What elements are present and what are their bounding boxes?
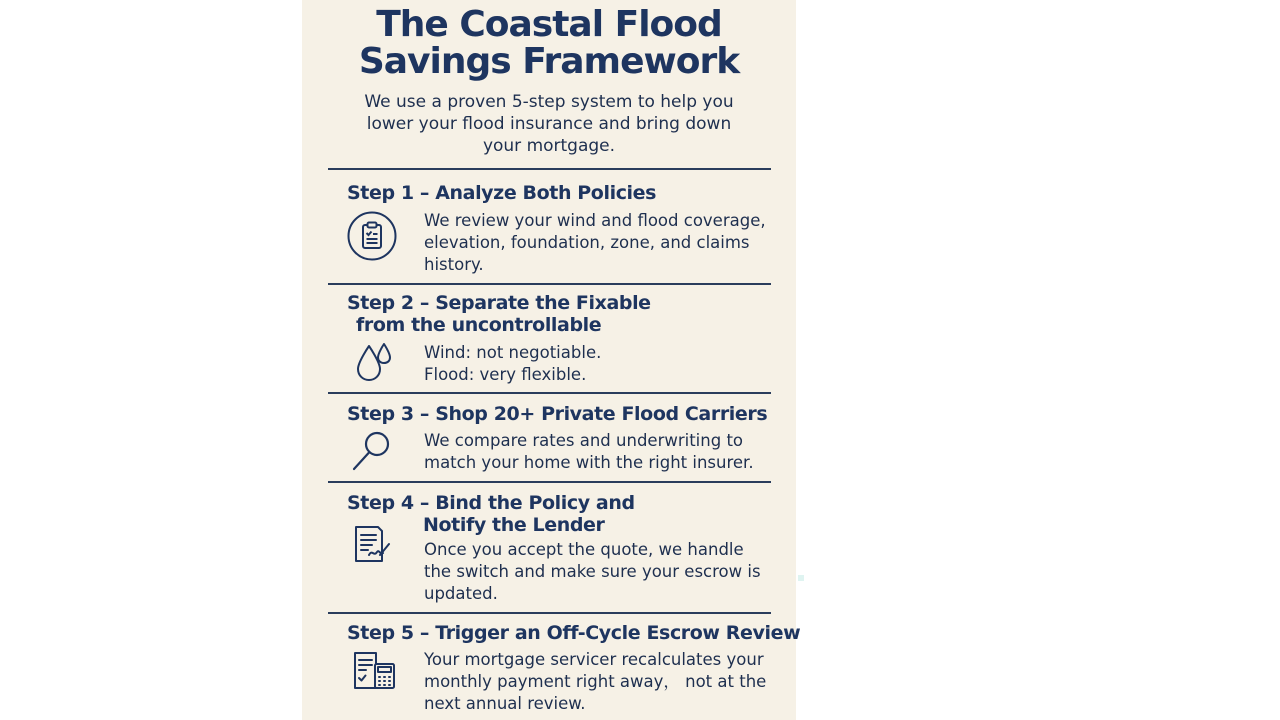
- magnifier-icon: [350, 430, 394, 472]
- calculator-document-icon: [352, 650, 398, 692]
- step-2-heading-line-2: from the uncontrollable: [356, 314, 602, 336]
- step-4-heading-line-2: Notify the Lender: [423, 514, 605, 536]
- intro-line-1: We use a proven 5-step system to help you: [364, 92, 734, 112]
- step-4-line-1: Once you accept the quote, we handle: [424, 540, 744, 559]
- step-1-description: [424, 210, 766, 276]
- step-1-line-2: elevation, foundation, zone, and claims: [424, 233, 750, 252]
- step-2-heading: [347, 292, 651, 336]
- intro-text: [342, 91, 756, 157]
- step-2-description: [424, 342, 601, 386]
- step-2-heading-line-1: Step 2 – Separate the Fixable: [347, 292, 651, 314]
- step-5-description: [424, 649, 766, 715]
- signed-document-icon: [352, 524, 394, 566]
- stray-mark: [798, 575, 804, 581]
- divider: [328, 392, 771, 394]
- step-3-description: [424, 430, 754, 474]
- step-1-line-3: history.: [424, 255, 484, 274]
- page-title: [302, 6, 796, 80]
- step-3-line-2: match your home with the right insurer.: [424, 453, 754, 472]
- step-4-line-2: the switch and make sure your escrow is: [424, 562, 761, 581]
- step-5-heading: Step 5 – Trigger an Off-Cycle Escrow Review: [347, 622, 801, 644]
- divider: [328, 612, 771, 614]
- step-4-description: [424, 539, 761, 605]
- step-5-line-3: next annual review.: [424, 694, 586, 713]
- divider: [328, 283, 771, 285]
- title-line-2: Savings Framework: [358, 41, 740, 82]
- step-4-line-3: updated.: [424, 584, 498, 603]
- framework-flyer: [302, 0, 801, 720]
- step-1-heading: Step 1 – Analyze Both Policies: [347, 182, 657, 204]
- title-line-1: The Coastal Flood: [376, 4, 722, 45]
- step-5-line-1: Your mortgage servicer recalculates your: [424, 650, 764, 669]
- step-5-line-2: monthly payment right away， not at the: [424, 672, 767, 691]
- divider: [328, 168, 771, 170]
- step-1-line-1: We review your wind and flood coverage,: [424, 211, 766, 230]
- step-2-line-1: Wind: not negotiable.: [424, 343, 602, 362]
- step-4-heading-line-1: Step 4 – Bind the Policy and: [347, 492, 635, 514]
- step-3-heading: Step 3 – Shop 20+ Private Flood Carriers: [347, 403, 768, 425]
- intro-line-3: your mortgage.: [482, 136, 616, 156]
- step-3-line-1: We compare rates and underwriting to: [424, 431, 744, 450]
- water-drops-icon: [354, 340, 394, 382]
- step-2-line-2: Flood: very flexible.: [424, 365, 587, 384]
- divider: [328, 481, 771, 483]
- clipboard-icon: [346, 210, 398, 262]
- intro-line-2: lower your flood insurance and bring down: [366, 114, 732, 134]
